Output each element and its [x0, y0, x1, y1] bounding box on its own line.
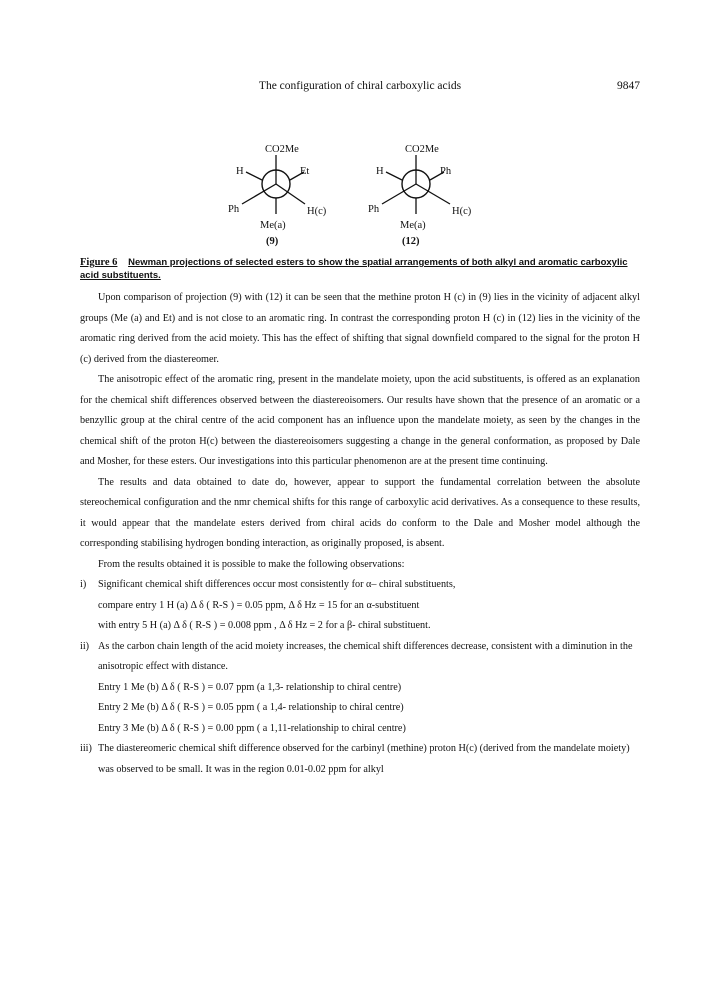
compound-label-9: (9): [266, 236, 279, 247]
observation-line: Significant chemical shift differences occur most consistently for α– chiral substituents,: [98, 579, 456, 590]
paragraph-1: Upon comparison of projection (9) with (12) it can be seen that the methine proton H (c) in (9) lies in the vicinity of adjacent alkyl groups (Me (a) and Et) and is not close to an aromatic ring. In contrast the corresponding proton H (c) in (12) lies in the vicinity of the aromatic ring derived from the acid moiety. This has the effect of shifting that signal downfield compared to the signal for the proton H (c) derived from the diastereomer.: [80, 292, 640, 365]
observation-entry: Entry 2 Me (b) Δ δ ( R-S ) = 0.05 ppm ( a 1,4- relationship to chiral centre): [98, 702, 404, 713]
bond-line: [246, 172, 262, 180]
observation-iii: [80, 739, 640, 780]
observation-number: i): [80, 579, 87, 590]
substituent-top-9: CO2Me: [265, 144, 299, 155]
observation-number: ii): [80, 640, 90, 652]
observation-line: with entry 5 H (a) Δ δ ( R-S ) = 0.008 ppm , Δ δ Hz = 2 for a β- chiral substituent.: [98, 620, 431, 631]
paragraph-3: The results and data obtained to date do, however, appear to support the fundamental correlation between the absolute stereochemical configuration and the nmr chemical shifts for this range of carboxylic acid derivatives. As a consequence to these results, it would appear that the mandelate esters derived from chiral acids do conform to the Dale and Mosher model although the corresponding stabilising hydrogen bonding interaction, as originally proposed, is absent.: [80, 476, 640, 549]
substituent-bottom-12: Me(a): [400, 220, 426, 231]
substituent-left-9: H: [236, 166, 244, 177]
observation-ii: [80, 637, 640, 740]
observation-number: iii): [80, 743, 92, 754]
newman-projection-9: [228, 144, 327, 247]
paragraph-2: The anisotropic effect of the aromatic ring, present in the mandelate moiety, upon the acid substituents, is offered as an explanation for the chemical shift differences observed between the diastereoisomers. Our results have shown that the presence of an aromatic or a benzyllic group at the chiral centre of the acid component has an influence upon the mandelate moiety, as seen by the changes in the chemical shift of the proton H(c) between the diastereoisomers suggesting a change in the general conformation, as proposed by Dale and Mosher, for these esters. Our investigations into this particular phenomenon are at the present time continuing.: [80, 374, 640, 467]
observation-line: compare entry 1 H (a) Δ δ ( R-S ) = 0.05 ppm, Δ δ Hz = 15 for an α-substituent: [98, 599, 420, 611]
substituent-bottom-left-9: Ph: [228, 204, 240, 215]
page-number: 9847: [617, 80, 640, 92]
compound-label-12: (12): [402, 236, 420, 247]
substituent-bottom-right-9: H(c): [307, 206, 327, 217]
body-text: [80, 288, 640, 780]
observation-line: As the carbon chain length of the acid moiety increases, the chemical shift differences decrease, consistent with a diminution in the anisotropic effect with distance.: [98, 640, 633, 672]
observation-i: [80, 575, 640, 637]
bond-line: [382, 184, 416, 204]
substituent-right-12: Ph: [440, 166, 452, 177]
substituent-bottom-left-12: Ph: [368, 204, 380, 215]
figure-caption: [80, 256, 640, 282]
newman-projections-figure: [190, 142, 530, 252]
figure-label: Figure 6: [80, 257, 118, 268]
bond-line: [242, 184, 276, 204]
observation-line: The diastereomeric chemical shift difference observed for the carbinyl (methine) proton H(c) (derived from the mandelate moiety) was observed to be small. It was in the region 0.01-0.02 ppm for alkyl: [98, 743, 630, 775]
running-header: [80, 80, 640, 98]
newman-projection-12: [368, 144, 472, 247]
bond-line: [386, 172, 402, 180]
bond-line: [276, 184, 305, 204]
running-title: The configuration of chiral carboxylic acids: [258, 80, 462, 92]
substituent-right-9: Et: [300, 166, 310, 177]
figure-caption-text: Newman projections of selected esters to show the spatial arrangements of both alkyl and aromatic carboxylic acid substituents.: [80, 257, 628, 281]
observation-entry: Entry 1 Me (b) Δ δ ( R-S ) = 0.07 ppm (a 1,3- relationship to chiral centre): [98, 681, 402, 693]
substituent-top-12: CO2Me: [405, 144, 439, 155]
observation-entry: Entry 3 Me (b) Δ δ ( R-S ) = 0.00 ppm ( a 1,11-relationship to chiral centre): [98, 722, 406, 734]
substituent-bottom-9: Me(a): [260, 220, 286, 231]
substituent-bottom-right-12: H(c): [452, 206, 472, 217]
bond-line: [416, 184, 450, 204]
paragraph-4: From the results obtained it is possible to make the following observations:: [98, 558, 405, 570]
substituent-left-12: H: [376, 166, 384, 177]
